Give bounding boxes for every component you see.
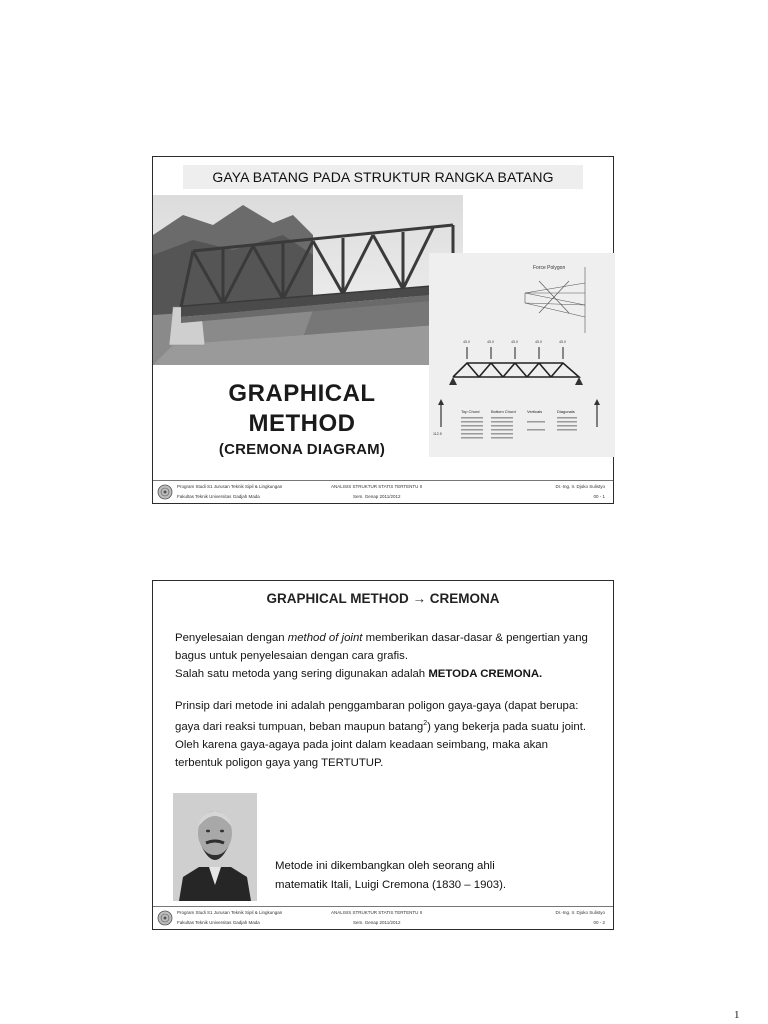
slide-footer <box>153 906 613 929</box>
paragraph-1 <box>175 629 595 683</box>
luigi-cremona-portrait <box>173 793 257 901</box>
footer-slide-number: 00 - 2 <box>593 920 605 925</box>
load-label: 45.0 <box>511 340 518 344</box>
footer-course: ANALISIS STRUKTUR STATIS TERTENTU II <box>331 910 423 915</box>
footer-course: ANALISIS STRUKTUR STATIS TERTENTU II <box>331 484 423 489</box>
p1-line2: Salah satu metoda yang sering digunakan adalah <box>175 668 429 680</box>
truss-bridge-photo <box>153 195 463 365</box>
heading-line-1: GRAPHICAL <box>228 380 376 407</box>
paragraph-2 <box>175 697 595 772</box>
p1-text-cont: memberikan dasar-dasar & pengertian yang bagus untuk penyelesaian dengan cara grafis. <box>175 632 588 662</box>
load-label: 45.0 <box>559 340 566 344</box>
reaction-label: 112.5 <box>433 432 442 436</box>
load-label: 45.0 <box>463 340 470 344</box>
slide-1-title: GAYA BATANG PADA STRUKTUR RANGKA BATANG <box>183 165 583 189</box>
footer-semester: Sem. Genap 2011/2012 <box>353 920 401 925</box>
load-label: 45.0 <box>535 340 542 344</box>
force-polygon-label: Force Polygon <box>533 265 566 271</box>
university-seal-icon <box>157 910 173 926</box>
p2-text-cont: ) yang bekerja pada suatu joint. Oleh karena gaya-agaya pada joint dalam keadaan seimbang, maka akan terbentuk poligon gaya yang TERTUTUP. <box>175 720 587 769</box>
slide-footer <box>153 480 613 503</box>
footer-author: Dr.-Ing. Ir. Djoko Sulistyo <box>555 910 605 915</box>
footer-author: Dr.-Ing. Ir. Djoko Sulistyo <box>555 484 605 489</box>
table-header: Bottom Chord <box>491 409 516 414</box>
table-header: Verticals <box>527 409 543 414</box>
footer-program: Program Studi S1 Jurusan Teknik Sipil & Lingkungan <box>177 910 283 915</box>
p2-footnote: 2 <box>423 720 428 727</box>
bio-line-1: Metode ini dikembangkan oleh seorang ahli <box>275 860 495 872</box>
footer-semester: Sem. Genap 2011/2012 <box>353 494 401 499</box>
p1-text: Penyelesaian dengan <box>175 632 288 644</box>
p2-text: Prinsip dari metode ini adalah penggambaran poligon gaya-gaya (dapat berupa: gaya dari reaksi tumpuan, beban maupun batang <box>175 700 579 733</box>
slide-2 <box>152 580 614 930</box>
cremona-subheading: (CREMONA DIAGRAM) <box>218 441 386 458</box>
footer-faculty: Fakultas Teknik Universitas Gadjah Mada <box>177 494 260 499</box>
footer-program: Program Studi S1 Jurusan Teknik Sipil & Lingkungan <box>177 484 283 489</box>
slide-2-title: GRAPHICAL METHOD → CREMONA <box>266 591 500 606</box>
p1-emphasis: method of joint <box>287 632 363 644</box>
slide-1 <box>152 156 614 504</box>
graphical-method-heading <box>177 379 427 458</box>
slide-2-body <box>175 629 595 786</box>
bio-line-2: matematik Itali, Luigi Cremona (1830 – 1903). <box>275 879 507 891</box>
page-number: 1 <box>734 1009 740 1021</box>
table-header: Diagonals <box>557 409 575 414</box>
cremona-truss-diagram <box>429 253 615 457</box>
load-label: 45.0 <box>487 340 494 344</box>
heading-line-2: METHOD <box>248 410 356 437</box>
cremona-bio <box>275 857 595 895</box>
university-seal-icon <box>157 484 173 500</box>
metoda-cremona-bold: METODA CREMONA. <box>428 668 543 680</box>
footer-faculty: Fakultas Teknik Universitas Gadjah Mada <box>177 920 260 925</box>
footer-slide-number: 00 - 1 <box>593 494 605 499</box>
table-header: Top Chord <box>461 409 480 414</box>
